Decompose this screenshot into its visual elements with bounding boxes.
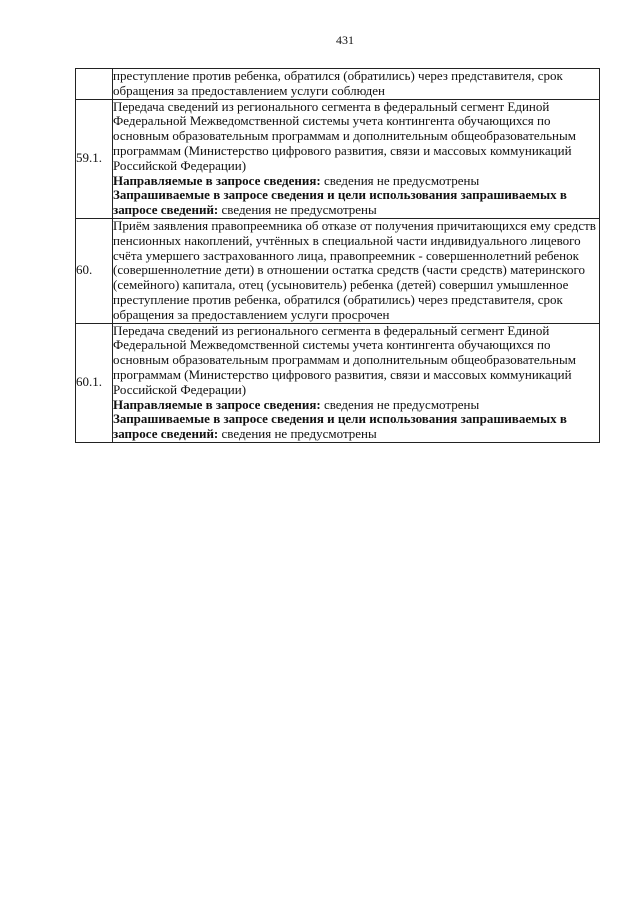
text-line: преступление против ребенка, обратился (обратились) через представителя, срок [113, 291, 563, 307]
sent-info-value: сведения не предусмотрены [320, 172, 480, 188]
sent-info-label: Направляемые в запросе сведения: [113, 396, 321, 412]
text-line: (совершеннолетние дети) в отношении остатка средств (части средств) материнского [113, 262, 586, 278]
page-number: 431 [336, 33, 354, 47]
text-line: Приём заявления правопреемника об отказе от получения причитающихся ему средств [113, 218, 596, 233]
table-row [76, 323, 600, 442]
text-line: программам (Министерство цифрового развития, связи и массовых коммуникаций [113, 366, 572, 382]
requested-info-value: сведения не предусмотрены [218, 202, 377, 218]
requested-info-label: Запрашиваемые в запросе сведения и цели использования запрашиваемых в запросе сведений: [113, 411, 567, 442]
table-row [76, 69, 600, 100]
requested-info-value: сведения не предусмотрены [218, 426, 377, 442]
row-description [113, 323, 600, 442]
requested-info [113, 188, 599, 218]
row-description [113, 218, 600, 323]
text-line: обращения за предоставлением услуги соблюден [113, 82, 385, 98]
services-table [75, 68, 600, 443]
sent-info-label: Направляемые в запросе сведения: [113, 172, 321, 188]
row-description [113, 69, 600, 100]
requested-info [113, 412, 599, 442]
table-row [76, 99, 600, 218]
row-number: 59.1. [76, 99, 113, 218]
sent-info-value: сведения не предусмотрены [320, 396, 480, 412]
text-line: (семейного) капитала, отец (усыновитель) ребенка (детей) совершил умышленное [113, 277, 569, 293]
text-line: преступление против ребенка, обратился (обратились) через представителя, срок [113, 68, 563, 83]
text-line: программам (Министерство цифрового развития, связи и массовых коммуникаций [113, 142, 572, 158]
text-line: Передача сведений из регионального сегмента в федеральный сегмент Единой [113, 99, 550, 114]
text-line: Федеральной Межведомственной системы учета контингента обучающихся по [113, 337, 551, 353]
text-line: пенсионных накоплений, учтённых в специальной части индивидуального лицевого [113, 232, 581, 248]
text-line: Российской Федерации) [113, 381, 247, 397]
text-line: счёта умершего застрахованного лица, правопреемник - совершеннолетний ребенок [113, 247, 579, 263]
text-line: основным образовательным программам и дополнительным общеобразовательным [113, 128, 576, 144]
sent-info [113, 174, 599, 189]
text-line: основным образовательным программам и дополнительным общеобразовательным [113, 352, 576, 368]
text-line: обращения за предоставлением услуги просрочен [113, 306, 390, 322]
text-line: Передача сведений из регионального сегмента в федеральный сегмент Единой [113, 323, 550, 338]
row-number: 60. [76, 218, 113, 323]
sent-info [113, 398, 599, 413]
text-line: Федеральной Межведомственной системы учета контингента обучающихся по [113, 113, 551, 129]
text-line: Российской Федерации) [113, 157, 247, 173]
row-number [76, 69, 113, 100]
table-row [76, 218, 600, 323]
row-description [113, 99, 600, 218]
row-number: 60.1. [76, 323, 113, 442]
requested-info-label: Запрашиваемые в запросе сведения и цели использования запрашиваемых в запросе сведений: [113, 187, 567, 218]
